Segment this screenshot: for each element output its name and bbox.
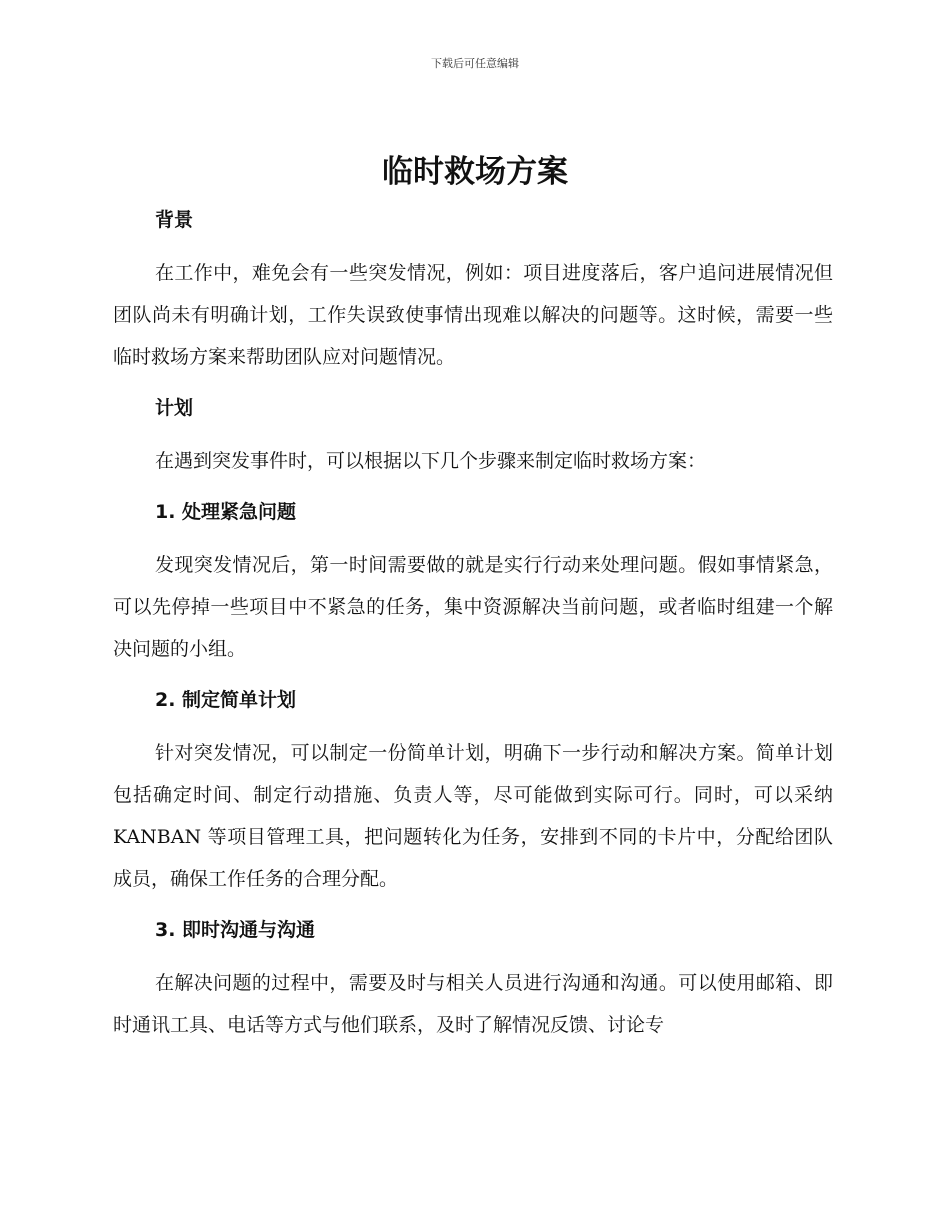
section-heading: 2. 制定简单计划	[155, 689, 297, 711]
section-heading: 计划	[155, 397, 194, 419]
section-paragraph: 在工作中，难免会有一些突发情况，例如：项目进度落后，客户追问进展情况但团队尚未有明确计划，工作失误致使事情出现难以解决的问题等。这时候，需要一些临时救场方案来帮助团队应对问题情况。	[113, 262, 833, 368]
section-step-3	[113, 910, 833, 1046]
section-background	[113, 200, 833, 388]
page-title: 临时救场方案	[382, 154, 568, 190]
section-heading: 1. 处理紧急问题	[155, 501, 297, 523]
section-plan	[113, 388, 833, 492]
section-paragraph: 在解决问题的过程中，需要及时与相关人员进行沟通和沟通。可以使用邮箱、即时通讯工具、电话等方式与他们联系，及时了解情况反馈、讨论专	[113, 972, 833, 1036]
section-heading: 背景	[155, 209, 194, 231]
section-paragraph: 针对突发情况，可以制定一份简单计划，明确下一步行动和解决方案。简单计划包括确定时间、制定行动措施、负责人等，尽可能做到实际可行。同时，可以采纳 KANBAN 等项目管理工具，把问题转化为任务，安排到不同的卡片中，分配给团队成员，确保工作任务的合理分配。	[113, 742, 833, 890]
section-step-2	[113, 680, 833, 910]
section-paragraph: 发现突发情况后，第一时间需要做的就是实行行动来处理问题。假如事情紧急，可以先停掉一些项目中不紧急的任务，集中资源解决当前问题，或者临时组建一个解决问题的小组。	[113, 554, 833, 660]
section-step-1	[113, 492, 833, 680]
header-note: 下载后可任意编辑	[431, 57, 519, 70]
document-body	[113, 200, 833, 1046]
section-paragraph: 在遇到突发事件时，可以根据以下几个步骤来制定临时救场方案：	[155, 450, 707, 472]
section-heading: 3. 即时沟通与沟通	[155, 919, 316, 941]
